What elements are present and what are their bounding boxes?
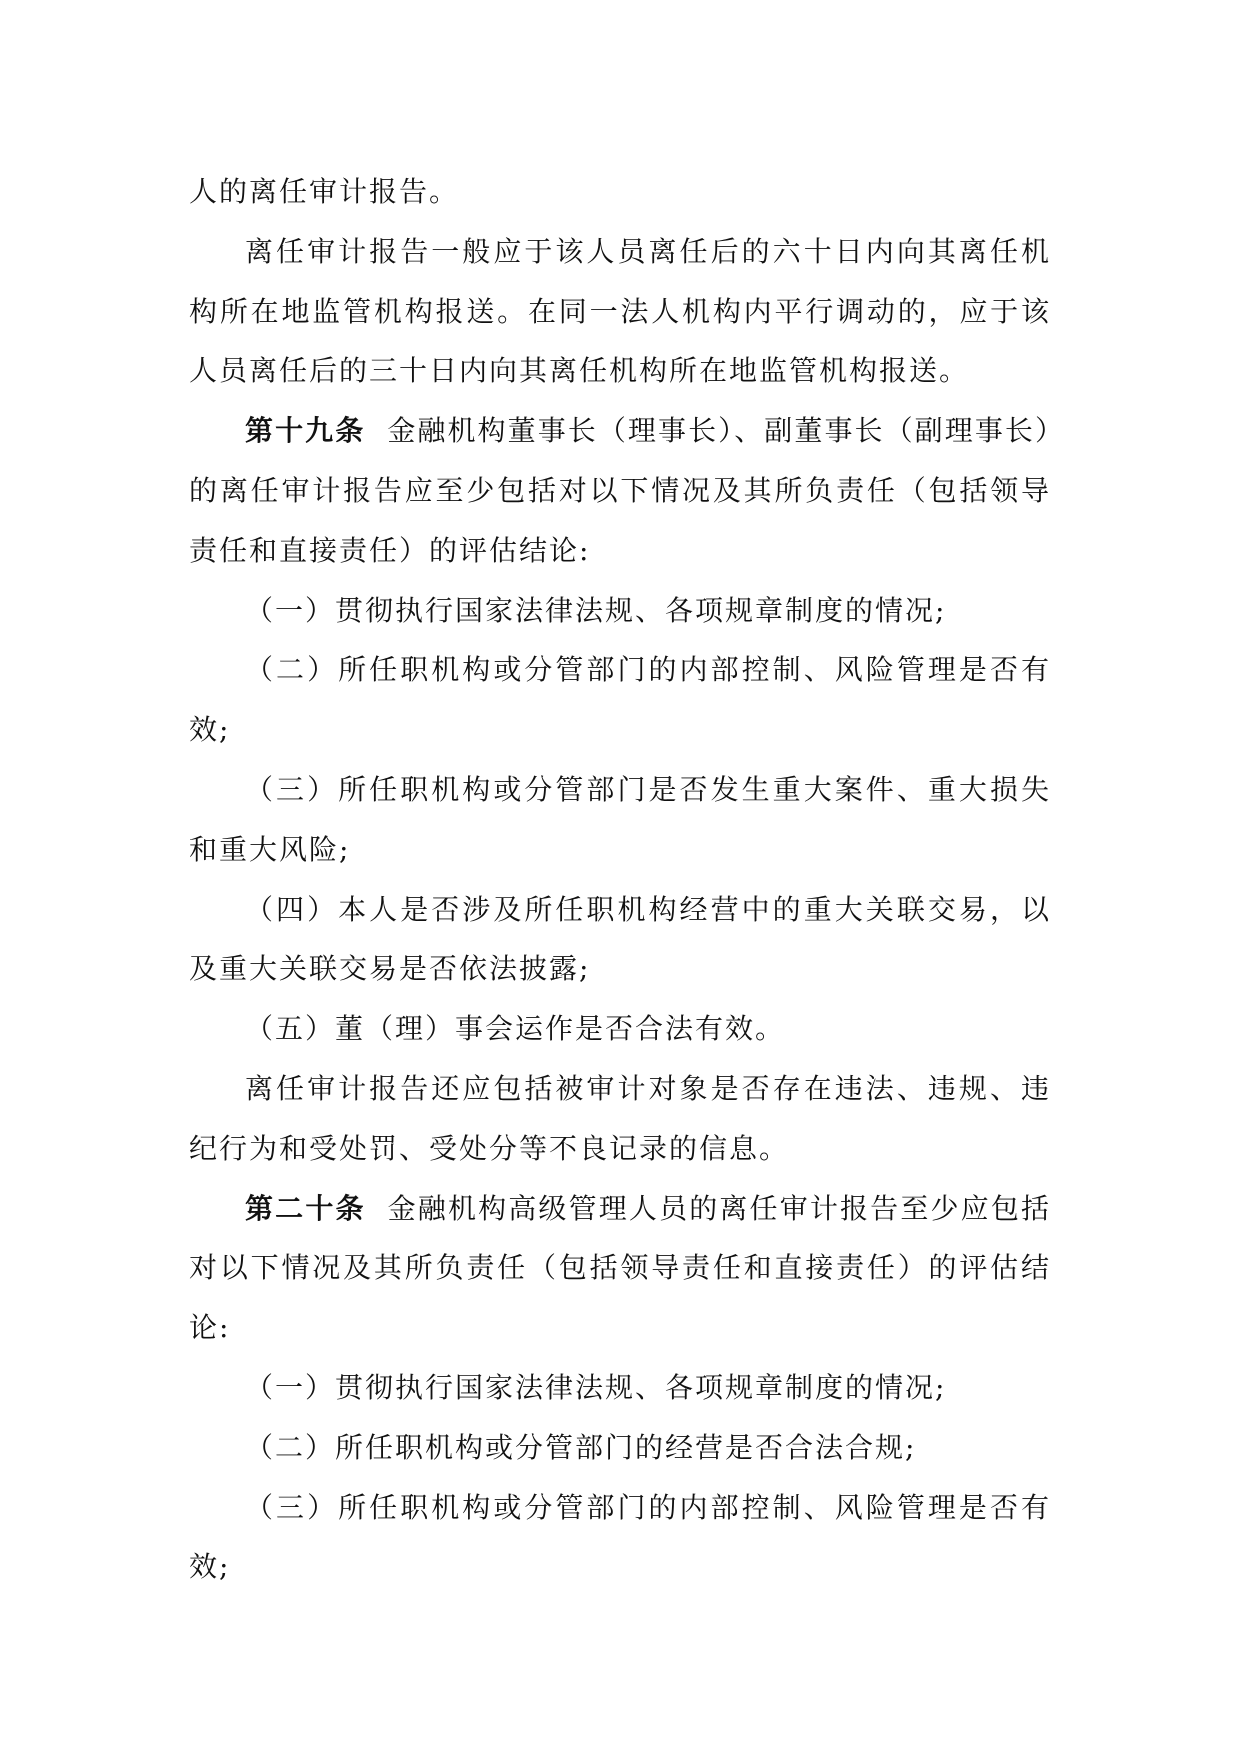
paragraph-text: 离任审计报告还应包括被审计对象是否存在违法、违规、违纪行为和受处罚、受处分等不良记录的信息。 [189, 1071, 1051, 1165]
paragraph [189, 162, 1051, 222]
list-item [189, 581, 1051, 641]
paragraph-text: （五）董（理）事会运作是否合法有效。 [245, 1012, 786, 1046]
paragraph-text: （四）本人是否涉及所任职机构经营中的重大关联交易，以及重大关联交易是否依法披露; [189, 892, 1051, 986]
list-item [189, 1358, 1051, 1418]
article-heading: 第二十条 [245, 1191, 366, 1225]
document-body [189, 162, 1051, 1597]
paragraph-text: （二）所任职机构或分管部门的内部控制、风险管理是否有效; [189, 653, 1051, 747]
paragraph-text: （三）所任职机构或分管部门是否发生重大案件、重大损失和重大风险; [189, 772, 1051, 866]
paragraph-text: （一）贯彻执行国家法律法规、各项规章制度的情况; [245, 1370, 947, 1404]
list-item [189, 880, 1051, 1000]
paragraph-text: 金融机构董事长（理事长）、副董事长（副理事长）的离任审计报告应至少包括对以下情况及其所负责任（包括领导责任和直接责任）的评估结论: [189, 414, 1051, 567]
paragraph-text: （三）所任职机构或分管部门的内部控制、风险管理是否有效; [189, 1490, 1051, 1584]
paragraph-text: （一）贯彻执行国家法律法规、各项规章制度的情况; [245, 593, 947, 627]
paragraph [189, 1059, 1051, 1179]
paragraph-text: 人的离任审计报告。 [189, 175, 460, 208]
list-item [189, 640, 1051, 760]
list-item [189, 760, 1051, 880]
paragraph-text: （二）所任职机构或分管部门的经营是否合法合规; [245, 1430, 917, 1464]
list-item [189, 999, 1051, 1059]
article-heading: 第十九条 [245, 414, 366, 448]
article-paragraph [189, 401, 1051, 580]
list-item [189, 1478, 1051, 1598]
paragraph [189, 222, 1051, 401]
paragraph-text: 金融机构高级管理人员的离任审计报告至少应包括对以下情况及其所负责任（包括领导责任和直接责任）的评估结论: [189, 1191, 1051, 1345]
list-item [189, 1418, 1051, 1478]
paragraph-text: 离任审计报告一般应于该人员离任后的六十日内向其离任机构所在地监管机构报送。在同一法人机构内平行调动的，应于该人员离任后的三十日内向其离任机构所在地监管机构报送。 [189, 234, 1051, 388]
article-paragraph [189, 1179, 1051, 1358]
